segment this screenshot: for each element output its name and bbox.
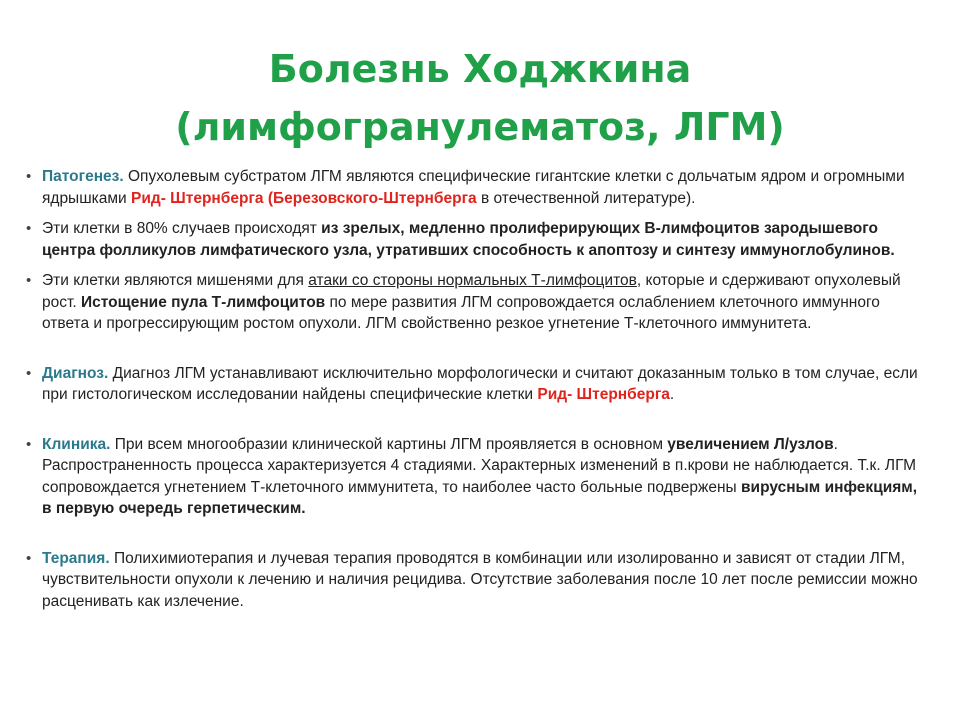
text-run: из зрелых, медленно пролиферирующих В-лимфоцитов зародышевого центра фолликулов лимфатического узла, утративших способность к апоптозу и синтезу иммуноглобулинов. bbox=[42, 220, 895, 259]
paragraph-targets bbox=[26, 270, 920, 335]
paragraph-pathogenesis bbox=[26, 166, 920, 209]
bullet-icon: • bbox=[26, 272, 32, 289]
text-run: вирусным инфекциям, в первую очередь герпетическим. bbox=[42, 478, 918, 517]
text-run: Эти клетки являются мишенями для bbox=[42, 272, 309, 289]
text-run: Полихимиотерапия и лучевая терапия проводятся в комбинации или изолированно и зависят от стадии ЛГМ, чувствительности опухоли к лечению и наличия рецидива. Отсутствие заболевания после 10 лет после ремиссии можно расценивать как излечение. bbox=[42, 549, 918, 610]
bullet-icon: • bbox=[26, 549, 32, 567]
text-run: . Распространенность процесса характеризуется 4 стадиями. Характерных изменений в п.крови не наблюдается. Т.к. ЛГМ сопровождается угнетением Т-клеточного иммунитета, то наиболее часто больные подвержены bbox=[42, 435, 917, 496]
text-run: . bbox=[669, 386, 675, 403]
paragraph-origin bbox=[26, 218, 920, 261]
paragraph-clinic bbox=[26, 434, 920, 520]
text-run: в отечественной литературе). bbox=[476, 189, 696, 207]
paragraph-diagnosis bbox=[26, 363, 920, 406]
text-run: Истощение пула Т-лимфоцитов bbox=[81, 293, 326, 311]
text-run: атаки со стороны нормальных Т-лимфоцитов bbox=[308, 272, 637, 289]
paragraph-therapy bbox=[26, 548, 920, 613]
text-run: по мере развития ЛГМ сопровождается ослаблением клеточного иммунного ответа и прогрессирующим ростом опухоли. ЛГМ свойственно резкое угнетение Т-клеточного иммунитета. bbox=[42, 293, 880, 332]
text-run: Клиника. bbox=[42, 435, 111, 453]
text-run: Диагноз ЛГМ устанавливают исключительно морфологически и считают доказанным только в том случае, если при гистологическом исследовании найдены специфические клетки bbox=[42, 364, 918, 403]
slide-content bbox=[26, 166, 920, 612]
text-run: Патогенез. bbox=[42, 168, 124, 185]
text-run: Рид- Штернберга (Березовского-Штернберга bbox=[131, 189, 477, 207]
text-run: Опухолевым субстратом ЛГМ являются специфические гигантские клетки с дольчатым ядром и огромными ядрышками bbox=[42, 168, 905, 207]
bullet-icon: • bbox=[26, 435, 32, 453]
bullet-icon: • bbox=[26, 220, 32, 237]
text-run: Рид- Штернберга bbox=[537, 386, 670, 403]
text-run: При всем многообразии клинической картины ЛГМ проявляется в основном bbox=[110, 435, 668, 453]
text-run: Диагноз. bbox=[42, 364, 109, 382]
bullet-icon: • bbox=[26, 364, 32, 382]
text-run: Терапия. bbox=[42, 549, 110, 567]
text-run: , которые и сдерживают опухолевый рост. bbox=[42, 272, 901, 311]
text-run: увеличением Л/узлов bbox=[667, 435, 834, 453]
slide-title: Болезнь Ходжкина (лимфогранулематоз, ЛГМ) bbox=[175, 47, 785, 149]
bullet-icon: • bbox=[26, 168, 32, 185]
text-run: Эти клетки в 80% случаев происходят bbox=[42, 220, 322, 237]
